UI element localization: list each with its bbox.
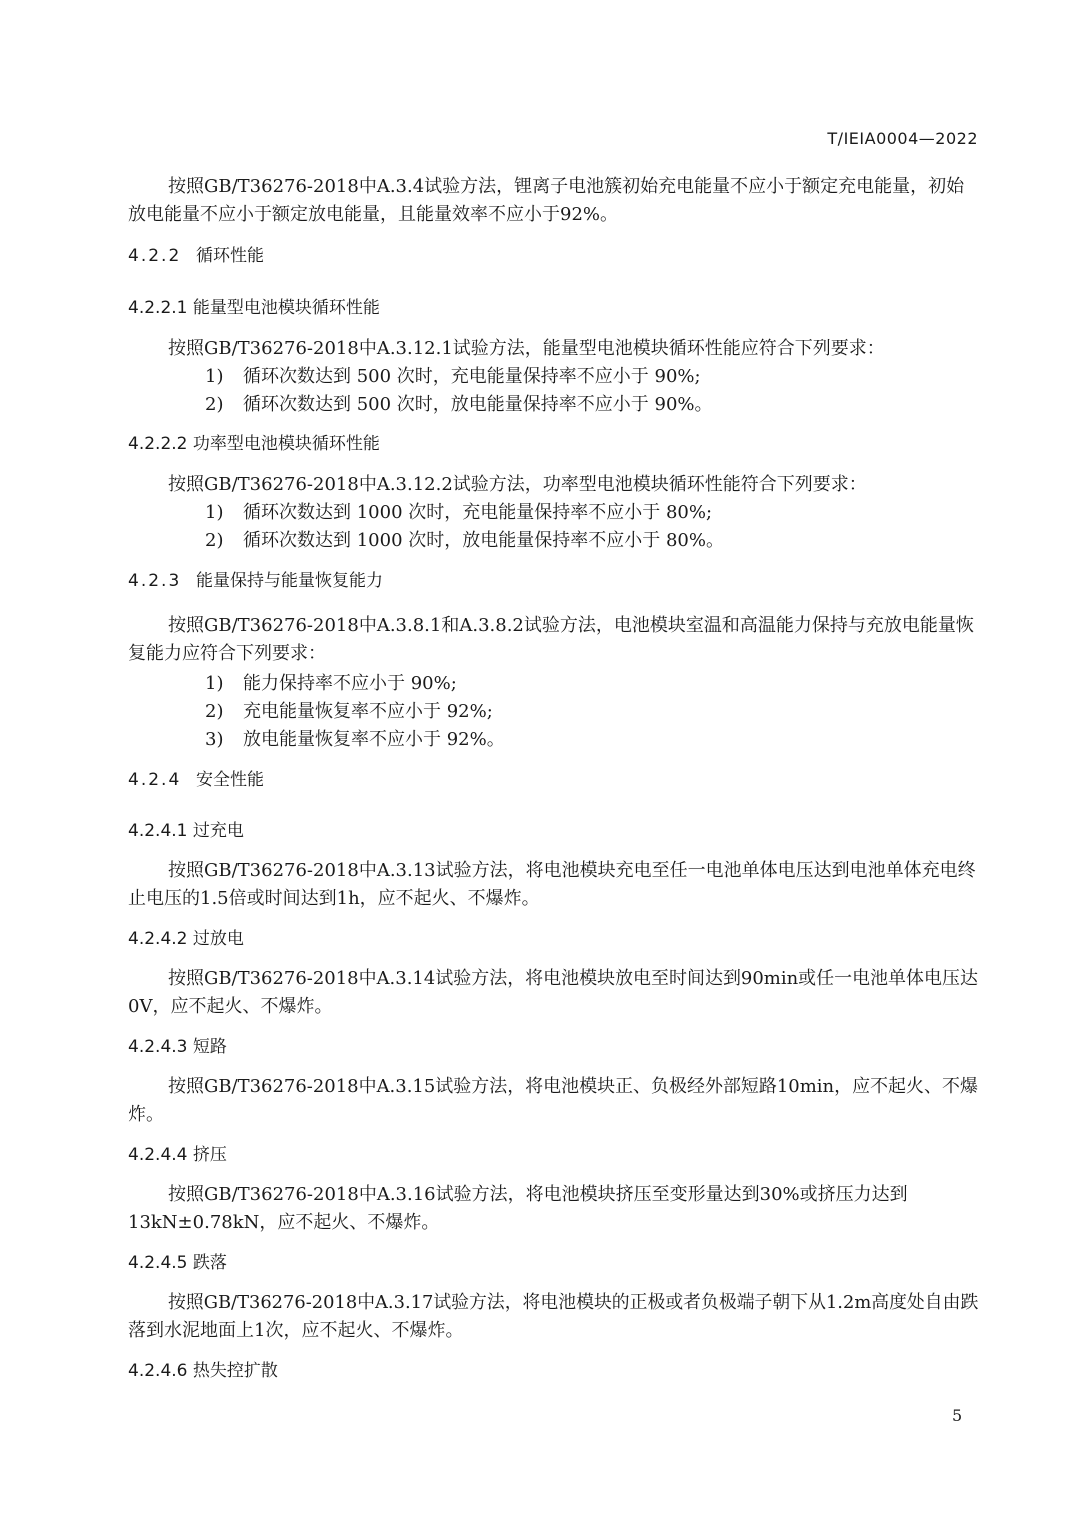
page-number: 5 xyxy=(952,1406,963,1425)
list-item xyxy=(205,368,701,386)
paragraph-4-2-4-4-line-2: 13kN±0.78kN，应不起火、不爆炸。 xyxy=(128,1212,440,1233)
list-item xyxy=(205,396,713,414)
section-number: 4.2.4 xyxy=(128,770,182,790)
section-number: 4.2.2 xyxy=(128,246,182,266)
paragraph-4-2-3-line-2: 复能力应符合下列要求： xyxy=(128,643,326,664)
section-heading-4-2-2 xyxy=(128,248,264,265)
paragraph-4-2-4-5-line-1: 按照GB/T36276-2018中A.3.17试验方法，将电池模块的正极或者负极端子朝下从1.2m高度处自由跌 xyxy=(168,1292,979,1313)
paragraph-4-2-4-2-line-2: 0V，应不起火、不爆炸。 xyxy=(128,996,333,1017)
list-item-text: 充电能量恢复率不应小于 92%; xyxy=(243,701,493,722)
list-item-text: 循环次数达到 1000 次时，充电能量保持率不应小于 80%; xyxy=(243,502,713,523)
list-item-number: 1) xyxy=(205,502,224,523)
list-item xyxy=(205,675,457,693)
paragraph-4-2-4-3-line-2: 炸。 xyxy=(128,1104,164,1125)
list-item-text: 循环次数达到 500 次时，充电能量保持率不应小于 90%; xyxy=(243,366,701,387)
section-heading-4-2-4 xyxy=(128,772,264,789)
paragraph-4-2-4-1-line-2: 止电压的1.5倍或时间达到1h，应不起火、不爆炸。 xyxy=(128,888,540,909)
list-item xyxy=(205,703,493,721)
list-item xyxy=(205,731,505,749)
paragraph-4-2-2-2: 按照GB/T36276-2018中A.3.12.2试验方法，功率型电池模块循环性能符合下列要求： xyxy=(168,474,867,495)
list-item xyxy=(205,532,724,550)
list-item-number: 3) xyxy=(205,729,224,750)
paragraph-4-2-1-line-1: 按照GB/T36276-2018中A.3.4试验方法，锂离子电池簇初始充电能量不应小于额定充电能量，初始 xyxy=(168,176,965,197)
paragraph-4-2-1-line-2: 放电能量不应小于额定放电能量，且能量效率不应小于92%。 xyxy=(128,204,619,225)
paragraph-4-2-4-4-line-1: 按照GB/T36276-2018中A.3.16试验方法，将电池模块挤压至变形量达到30%或挤压力达到 xyxy=(168,1184,908,1205)
section-heading-4-2-4-2: 4.2.4.2 过放电 xyxy=(128,929,244,949)
paragraph-4-2-3-line-1: 按照GB/T36276-2018中A.3.8.1和A.3.8.2试验方法，电池模块室温和高温能力保持与充放电能量恢 xyxy=(168,615,974,636)
list-item-number: 2) xyxy=(205,701,224,722)
paragraph-4-2-4-3-line-1: 按照GB/T36276-2018中A.3.15试验方法，将电池模块正、负极经外部短路10min，应不起火、不爆 xyxy=(168,1076,978,1097)
standard-code-header: T/IEIA0004—2022 xyxy=(827,129,978,148)
section-heading-4-2-2-1: 4.2.2.1 能量型电池模块循环性能 xyxy=(128,298,380,318)
section-heading-4-2-4-3: 4.2.4.3 短路 xyxy=(128,1037,227,1057)
list-item-text: 循环次数达到 500 次时，放电能量保持率不应小于 90%。 xyxy=(243,394,713,415)
list-item-number: 2) xyxy=(205,530,224,551)
list-item-number: 2) xyxy=(205,394,224,415)
list-item-number: 1) xyxy=(205,366,224,387)
paragraph-4-2-4-1-line-1: 按照GB/T36276-2018中A.3.13试验方法，将电池模块充电至任一电池单体电压达到电池单体充电终 xyxy=(168,860,976,881)
list-item-number: 1) xyxy=(205,673,224,694)
section-heading-4-2-4-1: 4.2.4.1 过充电 xyxy=(128,821,244,841)
section-title: 循环性能 xyxy=(196,246,264,266)
section-heading-4-2-2-2: 4.2.2.2 功率型电池模块循环性能 xyxy=(128,434,380,454)
section-title: 能量保持与能量恢复能力 xyxy=(196,571,383,591)
section-number: 4.2.3 xyxy=(128,571,182,591)
section-title: 安全性能 xyxy=(196,770,264,790)
paragraph-4-2-2-1: 按照GB/T36276-2018中A.3.12.1试验方法，能量型电池模块循环性能应符合下列要求： xyxy=(168,338,885,359)
paragraph-4-2-4-5-line-2: 落到水泥地面上1次，应不起火、不爆炸。 xyxy=(128,1320,464,1341)
section-heading-4-2-4-4: 4.2.4.4 挤压 xyxy=(128,1145,227,1165)
list-item-text: 放电能量恢复率不应小于 92%。 xyxy=(243,729,505,750)
section-heading-4-2-3 xyxy=(128,573,383,590)
list-item-text: 循环次数达到 1000 次时，放电能量保持率不应小于 80%。 xyxy=(243,530,724,551)
list-item xyxy=(205,504,712,522)
list-item-text: 能力保持率不应小于 90%; xyxy=(243,673,457,694)
section-heading-4-2-4-5: 4.2.4.5 跌落 xyxy=(128,1253,227,1273)
paragraph-4-2-4-2-line-1: 按照GB/T36276-2018中A.3.14试验方法，将电池模块放电至时间达到90min或任一电池单体电压达 xyxy=(168,968,978,989)
section-heading-4-2-4-6: 4.2.4.6 热失控扩散 xyxy=(128,1361,278,1381)
